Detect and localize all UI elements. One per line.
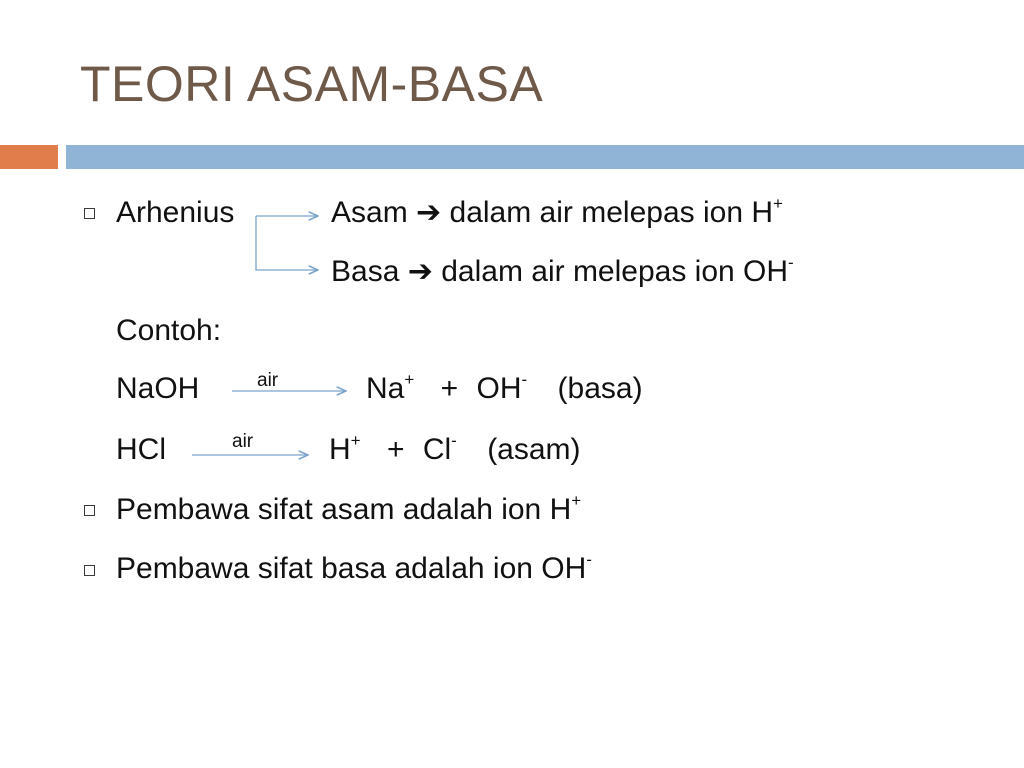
asam-word: Asam xyxy=(331,196,408,229)
hcl-anion: Cl xyxy=(422,433,452,466)
bullet-square-icon xyxy=(84,505,95,516)
slide-title: TEORI ASAM-BASA xyxy=(80,56,544,112)
naoh-cation: Na xyxy=(366,372,405,405)
naoh-anion: OH xyxy=(476,372,522,405)
header-main-bar xyxy=(66,145,1024,169)
examples-heading: Contoh: xyxy=(116,314,222,347)
naoh-products xyxy=(366,371,643,411)
hcl-note: (asam) xyxy=(487,433,581,466)
naoh-cation-charge: + xyxy=(404,370,415,389)
hcl-condition: air xyxy=(232,431,254,452)
asam-definition xyxy=(331,195,783,235)
hcl-products xyxy=(329,432,581,472)
bullet-square-icon xyxy=(84,208,95,219)
naoh-note: (basa) xyxy=(557,372,643,405)
right-arrow-icon: ➔ xyxy=(407,255,433,288)
oh-minus-charge: - xyxy=(788,253,794,272)
basa-word: Basa xyxy=(331,255,400,288)
bullet-square-icon xyxy=(84,565,95,576)
arhenius-to-basa-arrow xyxy=(256,216,318,270)
acid-carrier-text: Pembawa sifat asam adalah ion H xyxy=(116,493,572,526)
asam-description: dalam air melepas ion H xyxy=(449,196,773,229)
naoh-condition: air xyxy=(257,370,279,391)
hcl-plus-sign: + xyxy=(386,433,405,466)
naoh-plus-sign: + xyxy=(440,372,459,405)
hcl-cation: H xyxy=(329,433,351,466)
naoh-anion-charge: - xyxy=(521,370,528,389)
hcl-cation-charge: + xyxy=(350,431,361,450)
base-carrier-text: Pembawa sifat basa adalah ion OH xyxy=(116,552,587,585)
h-plus-charge: + xyxy=(773,194,783,213)
base-carrier-charge: - xyxy=(586,550,592,569)
right-arrow-icon: ➔ xyxy=(416,196,442,229)
acid-carrier-statement xyxy=(116,492,581,532)
hcl-anion-charge: - xyxy=(451,431,457,450)
basa-description: dalam air melepas ion OH xyxy=(441,255,789,288)
arhenius-label: Arhenius xyxy=(116,196,235,229)
acid-carrier-charge: + xyxy=(571,491,582,510)
base-carrier-statement xyxy=(116,551,592,591)
naoh-reactant: NaOH xyxy=(116,372,200,405)
hcl-reactant: HCl xyxy=(116,433,166,466)
header-accent-bar xyxy=(0,145,58,169)
basa-definition xyxy=(331,254,794,294)
